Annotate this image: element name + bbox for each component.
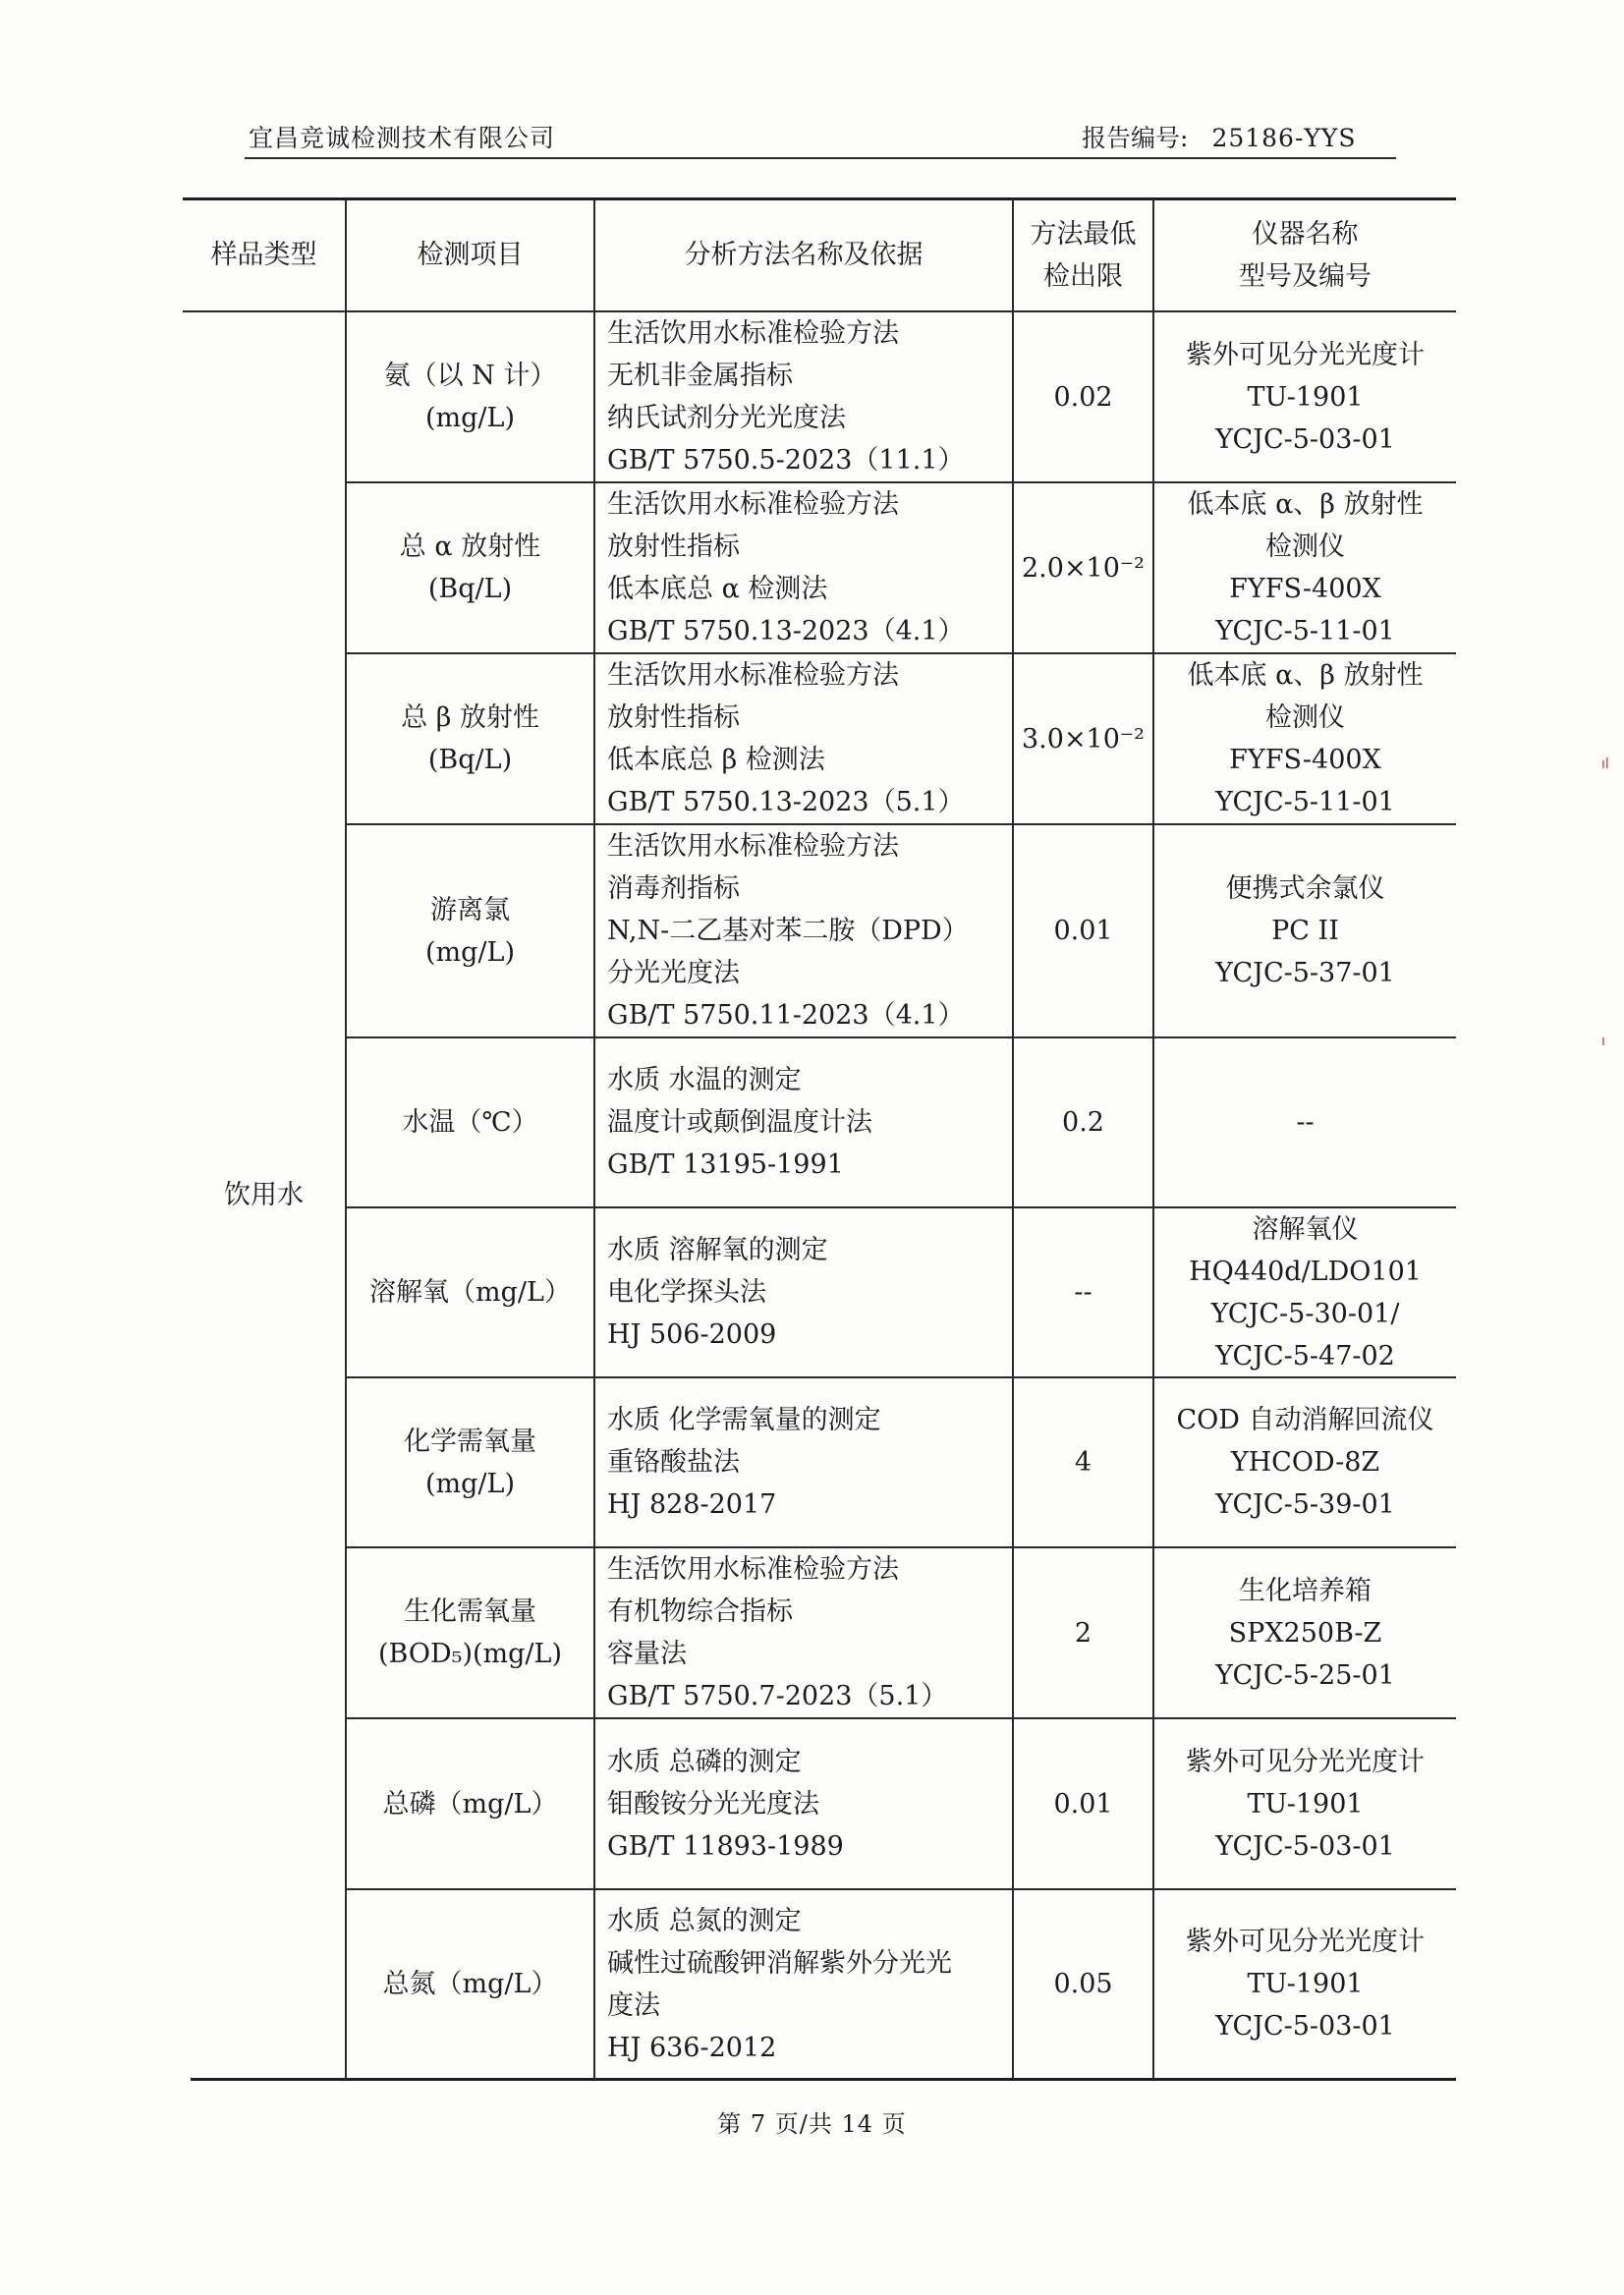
method-text: 放射性指标 bbox=[607, 702, 740, 733]
instrument-text: 溶解氧仪 bbox=[1252, 1213, 1359, 1245]
method-text: N,N-二乙基对苯二胺（DPD） bbox=[607, 916, 969, 946]
sample-type-cell: 饮用水 bbox=[224, 1180, 304, 1210]
row-instrument-cell bbox=[1154, 1890, 1456, 2078]
method-text: GB/T 5750.7-2023（5.1） bbox=[607, 1681, 948, 1711]
instrument-text: YCJC-5-03-01 bbox=[1215, 2011, 1395, 2042]
row-limit-cell bbox=[1014, 1208, 1152, 1376]
row-item-cell bbox=[347, 1719, 593, 1888]
item-text: 总 α 放射性 bbox=[399, 532, 541, 562]
method-text: HJ 506-2009 bbox=[607, 1319, 777, 1350]
method-text: 水质 总氮的测定 bbox=[607, 1905, 802, 1936]
method-text: 生活饮用水标准检验方法 bbox=[607, 489, 899, 520]
item-text: (Bq/L) bbox=[427, 745, 513, 775]
method-text: 消毒剂指标 bbox=[607, 873, 740, 904]
instrument-text: 低本底 α、β 放射性 bbox=[1187, 489, 1424, 520]
report-number-value: 25186-YYS bbox=[1211, 124, 1357, 152]
report-number-label: 报告编号: bbox=[1082, 124, 1189, 152]
item-text: 水温（℃） bbox=[402, 1107, 538, 1138]
row-method-cell bbox=[595, 1038, 1012, 1206]
instrument-text: 紫外可见分光光度计 bbox=[1186, 339, 1425, 370]
method-text: 低本底总 α 检测法 bbox=[607, 574, 828, 604]
margin-mark: ıl bbox=[1601, 756, 1609, 772]
instrument-text: 紫外可见分光光度计 bbox=[1186, 1927, 1425, 1957]
report-number bbox=[1082, 119, 1357, 154]
instrument-text: YCJC-5-30-01/ bbox=[1210, 1298, 1400, 1329]
method-text: 生活饮用水标准检验方法 bbox=[607, 318, 899, 349]
instrument-text: PC II bbox=[1271, 916, 1339, 946]
item-text: (BOD₅)(mg/L) bbox=[378, 1639, 562, 1669]
method-text: 重铬酸盐法 bbox=[607, 1447, 740, 1478]
row-method-cell bbox=[595, 483, 1012, 652]
instrument-text: YCJC-5-39-01 bbox=[1215, 1489, 1395, 1520]
row-limit-cell bbox=[1014, 1378, 1152, 1546]
instrument-text: YHCOD-8Z bbox=[1230, 1447, 1380, 1478]
method-text: 有机物综合指标 bbox=[607, 1596, 793, 1627]
row-instrument-cell bbox=[1154, 312, 1456, 481]
row-item-cell bbox=[347, 1890, 593, 2078]
row-method-cell bbox=[595, 1548, 1012, 1717]
item-text: 总磷（mg/L） bbox=[382, 1788, 558, 1819]
row-method-cell bbox=[595, 654, 1012, 823]
instrument-text: YCJC-5-03-01 bbox=[1215, 1830, 1395, 1862]
instrument-text: HQ440d/LDO101 bbox=[1189, 1256, 1422, 1287]
header-method: 分析方法名称及依据 bbox=[684, 240, 924, 270]
method-text: 水质 化学需氧量的测定 bbox=[607, 1405, 881, 1435]
row-limit-cell bbox=[1014, 825, 1152, 1036]
instrument-text: YCJC-5-47-02 bbox=[1215, 1340, 1395, 1371]
method-text: 低本底总 β 检测法 bbox=[607, 745, 825, 775]
limit-text: 0.01 bbox=[1053, 1788, 1113, 1819]
method-text: 纳氏试剂分光光度法 bbox=[607, 403, 846, 433]
method-text: 钼酸铵分光光度法 bbox=[607, 1788, 819, 1819]
row-item-cell bbox=[347, 1038, 593, 1206]
method-text: 生活饮用水标准检验方法 bbox=[607, 660, 899, 691]
row-instrument-cell bbox=[1154, 483, 1456, 652]
instrument-text: 生化培养箱 bbox=[1239, 1575, 1372, 1606]
limit-text: 0.02 bbox=[1053, 381, 1113, 413]
row-limit-cell bbox=[1014, 654, 1152, 823]
instrument-text: 检测仪 bbox=[1265, 702, 1345, 733]
instrument-text: TU-1901 bbox=[1247, 1788, 1364, 1819]
header-rule bbox=[245, 157, 1396, 159]
row-item-cell bbox=[347, 312, 593, 481]
method-text: 水质 水温的测定 bbox=[607, 1065, 802, 1095]
table-bottom-border bbox=[191, 2078, 1456, 2081]
instrument-text: YCJC-5-25-01 bbox=[1215, 1659, 1395, 1691]
limit-text: 0.01 bbox=[1053, 916, 1113, 946]
item-text: 氨（以 N 计） bbox=[383, 361, 557, 391]
method-text: 无机非金属指标 bbox=[607, 361, 793, 391]
row-method-cell bbox=[595, 825, 1012, 1036]
limit-text: 0.05 bbox=[1053, 1969, 1113, 1999]
instrument-text: -- bbox=[1296, 1107, 1315, 1138]
instrument-text: YCJC-5-11-01 bbox=[1215, 787, 1395, 817]
item-text: (mg/L) bbox=[425, 403, 515, 433]
instrument-text: FYFS-400X bbox=[1229, 745, 1381, 775]
item-text: 游离氯 bbox=[430, 894, 510, 925]
method-text: 放射性指标 bbox=[607, 532, 740, 562]
limit-text: -- bbox=[1074, 1277, 1092, 1308]
method-text: GB/T 5750.13-2023（5.1） bbox=[607, 787, 965, 817]
page-number: 第 7 页/共 14 页 bbox=[717, 2110, 907, 2138]
row-limit-cell bbox=[1014, 1719, 1152, 1888]
row-instrument-cell bbox=[1154, 825, 1456, 1036]
method-text: 水质 溶解氧的测定 bbox=[607, 1235, 828, 1265]
instrument-text: COD 自动消解回流仪 bbox=[1176, 1405, 1434, 1435]
company-name: 宜昌竞诚检测技术有限公司 bbox=[249, 124, 556, 152]
method-text: 生活饮用水标准检验方法 bbox=[607, 831, 899, 862]
instrument-text: YCJC-5-03-01 bbox=[1215, 423, 1395, 455]
limit-text: 0.2 bbox=[1062, 1107, 1104, 1138]
row-instrument-cell bbox=[1154, 654, 1456, 823]
method-text: 温度计或颠倒温度计法 bbox=[607, 1107, 872, 1138]
instrument-text: YCJC-5-11-01 bbox=[1215, 616, 1395, 646]
limit-text: 3.0×10⁻² bbox=[1022, 723, 1145, 755]
row-instrument-cell bbox=[1154, 1719, 1456, 1888]
row-limit-cell bbox=[1014, 1548, 1152, 1717]
method-text: 度法 bbox=[607, 1989, 660, 2021]
method-text: 容量法 bbox=[607, 1639, 687, 1669]
row-item-cell bbox=[347, 1378, 593, 1546]
row-instrument-cell bbox=[1154, 1208, 1456, 1376]
item-text: 溶解氧（mg/L） bbox=[369, 1277, 571, 1308]
instrument-text: 便携式余氯仪 bbox=[1225, 873, 1385, 904]
row-method-cell bbox=[595, 1378, 1012, 1546]
row-method-cell bbox=[595, 1719, 1012, 1888]
row-limit-cell bbox=[1014, 1038, 1152, 1206]
instrument-text: 低本底 α、β 放射性 bbox=[1187, 660, 1424, 691]
row-method-cell bbox=[595, 1890, 1012, 2078]
method-text: GB/T 13195-1991 bbox=[607, 1149, 844, 1180]
row-limit-cell bbox=[1014, 483, 1152, 652]
row-item-cell bbox=[347, 1548, 593, 1717]
item-text: (Bq/L) bbox=[427, 574, 513, 604]
method-text: 分光光度法 bbox=[607, 958, 740, 988]
header-instrument: 仪器名称 型号及编号 bbox=[1239, 218, 1372, 292]
row-item-cell bbox=[347, 654, 593, 823]
row-method-cell bbox=[595, 312, 1012, 481]
row-limit-cell bbox=[1014, 1890, 1152, 2078]
item-text: 化学需氧量 bbox=[404, 1426, 536, 1457]
header-sample-type: 样品类型 bbox=[210, 240, 317, 270]
row-item-cell bbox=[347, 825, 593, 1036]
row-item-cell bbox=[347, 483, 593, 652]
method-text: 水质 总磷的测定 bbox=[607, 1746, 802, 1777]
instrument-text: TU-1901 bbox=[1247, 1969, 1364, 1999]
instrument-text: YCJC-5-37-01 bbox=[1215, 958, 1395, 988]
item-text: 总氮（mg/L） bbox=[382, 1969, 558, 1999]
method-text: 碱性过硫酸钾消解紫外分光光 bbox=[607, 1947, 952, 1979]
row-method-cell bbox=[595, 1208, 1012, 1376]
method-text: HJ 636-2012 bbox=[607, 2032, 777, 2063]
header-test-item: 检测项目 bbox=[417, 240, 524, 270]
header-detection-limit: 方法最低 检出限 bbox=[1030, 218, 1137, 292]
method-text: 生活饮用水标准检验方法 bbox=[607, 1554, 899, 1585]
row-item-cell bbox=[347, 1208, 593, 1376]
row-instrument-cell bbox=[1154, 1378, 1456, 1546]
method-text: 电化学探头法 bbox=[607, 1277, 766, 1308]
instrument-text: SPX250B-Z bbox=[1228, 1617, 1382, 1649]
margin-mark: ı bbox=[1601, 1034, 1605, 1049]
limit-text: 4 bbox=[1074, 1447, 1092, 1478]
method-text: GB/T 5750.11-2023（4.1） bbox=[607, 1000, 965, 1031]
item-text: 生化需氧量 bbox=[404, 1596, 536, 1627]
row-instrument-cell bbox=[1154, 1548, 1456, 1717]
method-text: GB/T 5750.5-2023（11.1） bbox=[607, 445, 965, 476]
instrument-text: 紫外可见分光光度计 bbox=[1186, 1746, 1425, 1777]
limit-text: 2.0×10⁻² bbox=[1022, 552, 1145, 584]
instrument-text: 检测仪 bbox=[1265, 532, 1345, 562]
item-text: (mg/L) bbox=[425, 1468, 515, 1499]
method-text: HJ 828-2017 bbox=[607, 1489, 777, 1520]
row-instrument-cell bbox=[1154, 1038, 1456, 1206]
method-text: GB/T 11893-1989 bbox=[607, 1830, 844, 1862]
item-text: 总 β 放射性 bbox=[401, 702, 539, 733]
item-text: (mg/L) bbox=[425, 936, 515, 968]
instrument-text: FYFS-400X bbox=[1229, 574, 1381, 604]
instrument-text: TU-1901 bbox=[1247, 381, 1364, 413]
limit-text: 2 bbox=[1074, 1617, 1092, 1649]
row-limit-cell bbox=[1014, 312, 1152, 481]
method-text: GB/T 5750.13-2023（4.1） bbox=[607, 616, 965, 646]
